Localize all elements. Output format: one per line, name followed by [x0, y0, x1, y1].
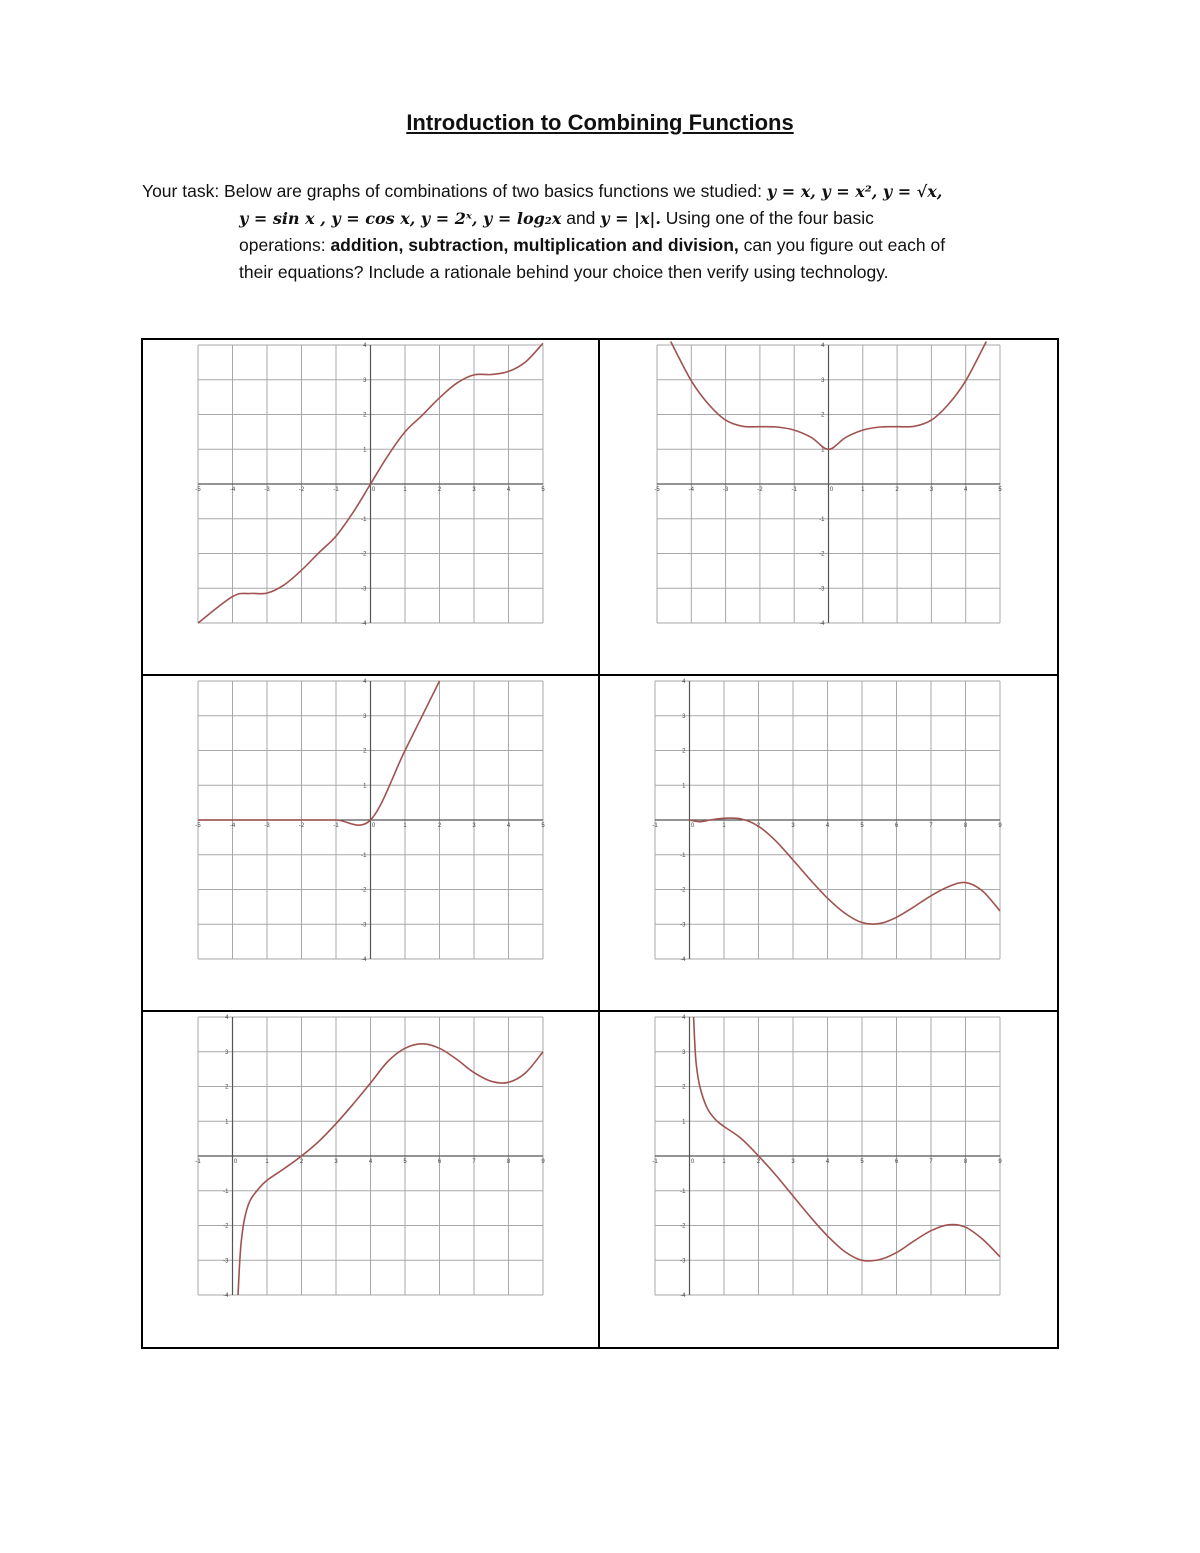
series [694, 1017, 1000, 1261]
graph-table [141, 338, 1059, 1349]
x-tick-label: 1 [722, 1159, 726, 1165]
y-tick-label: -4 [819, 621, 825, 627]
series-line [198, 681, 440, 825]
x-tick-label: -3 [722, 487, 729, 493]
y-tick-label: 1 [363, 783, 367, 790]
x-tick-label: -4 [688, 487, 694, 493]
series-line [690, 818, 1001, 924]
graph-cell-4 [600, 676, 1057, 1012]
y-tick-label: -2 [819, 551, 825, 558]
x-tick-label: -4 [229, 823, 236, 829]
x-tick-label: 8 [963, 823, 968, 829]
x-tick-label: -1 [652, 823, 658, 829]
y-tick-label: 3 [225, 1049, 229, 1056]
y-tick-label: -3 [223, 1258, 229, 1265]
task-intro: Your task: Below are graphs of combinations of two basics functions we studied: [142, 181, 767, 201]
x-tick-label: -1 [195, 1159, 201, 1165]
x-tick-label: 3 [929, 487, 934, 493]
x-tick-label: 1 [722, 823, 726, 829]
x-tick-label: 1 [861, 487, 865, 493]
graph-cell-5 [143, 1012, 600, 1347]
x-tick-label: -1 [333, 487, 339, 493]
graph-4 [600, 676, 1055, 1010]
x-tick-label: 5 [860, 1159, 864, 1165]
x-tick-label: 3 [791, 1159, 795, 1165]
x-tick-label: 2 [895, 487, 899, 493]
y-tick-label: 1 [225, 1119, 229, 1126]
x-tick-label: -3 [264, 823, 270, 829]
x-tick-label: 9 [998, 1159, 1002, 1165]
task-text-after: Using one of the four basic [660, 208, 874, 228]
x-tick-label: 0 [233, 1159, 238, 1165]
x-tick-label: 7 [929, 823, 933, 829]
series [198, 681, 440, 825]
graph-6 [600, 1012, 1055, 1345]
y-tick-label: 1 [682, 1119, 686, 1126]
y-tick-label: 4 [363, 679, 367, 685]
operations-list: addition, subtraction, multiplication and division, [330, 235, 739, 255]
x-tick-label: 2 [299, 1159, 304, 1165]
x-tick-label: -3 [264, 487, 270, 493]
x-tick-label: 0 [690, 1159, 695, 1165]
and-word: and [561, 208, 601, 228]
y-tick-label: 2 [821, 412, 825, 419]
x-tick-label: 4 [964, 487, 968, 493]
x-tick-label: 7 [929, 1159, 933, 1165]
y-tick-label: 4 [363, 343, 367, 349]
y-tick-label: -1 [361, 852, 367, 859]
y-tick-label: -1 [223, 1188, 229, 1195]
x-tick-label: 0 [371, 487, 376, 493]
y-tick-label: 2 [363, 748, 367, 755]
y-tick-label: 4 [682, 1015, 686, 1021]
x-tick-label: 4 [825, 1159, 830, 1165]
task-line-2 [142, 205, 1062, 232]
function-list-1: y = x, y = x², y = √x, [766, 182, 943, 201]
x-tick-label: 4 [825, 823, 830, 829]
x-tick-label: 8 [506, 1159, 511, 1165]
x-tick-label: -5 [195, 487, 201, 493]
x-tick-label: 2 [756, 1159, 761, 1165]
x-tick-label: -2 [757, 487, 763, 493]
y-tick-label: 2 [682, 1084, 686, 1091]
x-tick-label: 5 [541, 823, 545, 829]
x-tick-label: 0 [829, 487, 834, 493]
x-tick-label: 3 [472, 823, 476, 829]
x-tick-label: -1 [652, 1159, 658, 1165]
y-tick-label: 4 [225, 1015, 229, 1021]
y-tick-label: 3 [682, 1049, 686, 1056]
function-list-3: y = |x|. [600, 209, 661, 228]
x-tick-label: 1 [403, 487, 407, 493]
x-tick-label: 5 [998, 487, 1002, 493]
x-tick-label: 0 [371, 823, 376, 829]
y-tick-label: -3 [361, 586, 367, 593]
series [238, 1044, 543, 1295]
y-tick-label: -1 [361, 516, 367, 523]
x-tick-label: -5 [654, 487, 660, 493]
y-tick-label: 1 [363, 447, 367, 454]
graph-cell-1 [143, 340, 600, 676]
y-tick-label: -2 [361, 551, 367, 558]
y-tick-label: 3 [363, 377, 367, 384]
y-tick-label: -2 [361, 887, 367, 894]
y-tick-label: 2 [682, 748, 686, 755]
y-tick-label: 3 [363, 713, 367, 720]
y-tick-label: 3 [821, 377, 825, 384]
series-line [694, 1017, 1000, 1261]
x-tick-label: 6 [894, 1159, 899, 1165]
y-tick-label: 2 [363, 412, 367, 419]
y-tick-label: -3 [819, 586, 825, 593]
y-tick-label: 4 [682, 679, 686, 685]
x-tick-label: 3 [334, 1159, 338, 1165]
x-tick-label: 5 [860, 823, 864, 829]
graph-cell-3 [143, 676, 600, 1012]
x-tick-label: 7 [472, 1159, 476, 1165]
page-title: Introduction to Combining Functions [406, 110, 794, 135]
y-tick-label: -1 [819, 516, 825, 523]
y-tick-label: -4 [361, 957, 367, 963]
x-tick-label: 4 [506, 487, 511, 493]
x-tick-label: 4 [506, 823, 511, 829]
y-tick-label: -4 [680, 957, 686, 963]
x-tick-label: -2 [298, 487, 305, 493]
x-tick-label: -2 [298, 823, 305, 829]
y-tick-label: 1 [682, 783, 686, 790]
x-tick-label: -1 [333, 823, 339, 829]
graph-1 [143, 340, 598, 674]
y-tick-label: 4 [821, 343, 825, 349]
x-tick-label: 5 [403, 1159, 407, 1165]
x-tick-label: 4 [368, 1159, 373, 1165]
x-tick-label: 9 [998, 823, 1002, 829]
graph-cell-6 [600, 1012, 1057, 1347]
task-instructions [142, 178, 1062, 286]
x-tick-label: 2 [437, 487, 442, 493]
y-tick-label: -1 [680, 852, 686, 859]
task-line-3 [142, 232, 1062, 259]
y-tick-label: -3 [361, 922, 367, 929]
graph-cell-2 [600, 340, 1057, 676]
ops-suffix: can you figure out each of [738, 235, 946, 255]
x-tick-label: 3 [472, 487, 476, 493]
y-tick-label: -2 [680, 1223, 686, 1230]
ops-prefix: operations: [239, 235, 331, 255]
y-tick-label: -3 [680, 1258, 686, 1265]
task-line-4: their equations? Include a rationale behind your choice then verify using technology. [239, 262, 889, 282]
y-tick-label: -3 [680, 922, 686, 929]
y-tick-label: -2 [223, 1223, 229, 1230]
x-tick-label: 3 [791, 823, 795, 829]
y-tick-label: -4 [223, 1293, 229, 1299]
x-tick-label: 9 [541, 1159, 545, 1165]
x-tick-label: 6 [437, 1159, 442, 1165]
x-tick-label: 2 [437, 823, 442, 829]
graph-3 [143, 676, 598, 1010]
x-tick-label: 8 [963, 1159, 968, 1165]
series-line [238, 1044, 543, 1295]
x-tick-label: -4 [229, 487, 236, 493]
y-tick-label: 2 [225, 1084, 229, 1091]
x-tick-label: 5 [541, 487, 545, 493]
x-tick-label: 0 [690, 823, 695, 829]
y-tick-label: -4 [680, 1293, 686, 1299]
graph-5 [143, 1012, 598, 1345]
y-tick-label: -2 [680, 887, 686, 894]
y-tick-label: -4 [361, 621, 367, 627]
y-tick-label: 3 [682, 713, 686, 720]
y-tick-label: -1 [680, 1188, 686, 1195]
x-tick-label: 1 [265, 1159, 269, 1165]
x-tick-label: 1 [403, 823, 407, 829]
x-tick-label: 2 [756, 823, 761, 829]
x-tick-label: -1 [791, 487, 797, 493]
x-tick-label: -5 [195, 823, 201, 829]
x-tick-label: 6 [894, 823, 899, 829]
function-list-2: y = sin x , y = cos x, y = 2ˣ, y = log₂x [239, 209, 562, 228]
y-tick-label: 1 [821, 447, 825, 454]
series [690, 818, 1001, 924]
graph-2 [600, 340, 1055, 674]
